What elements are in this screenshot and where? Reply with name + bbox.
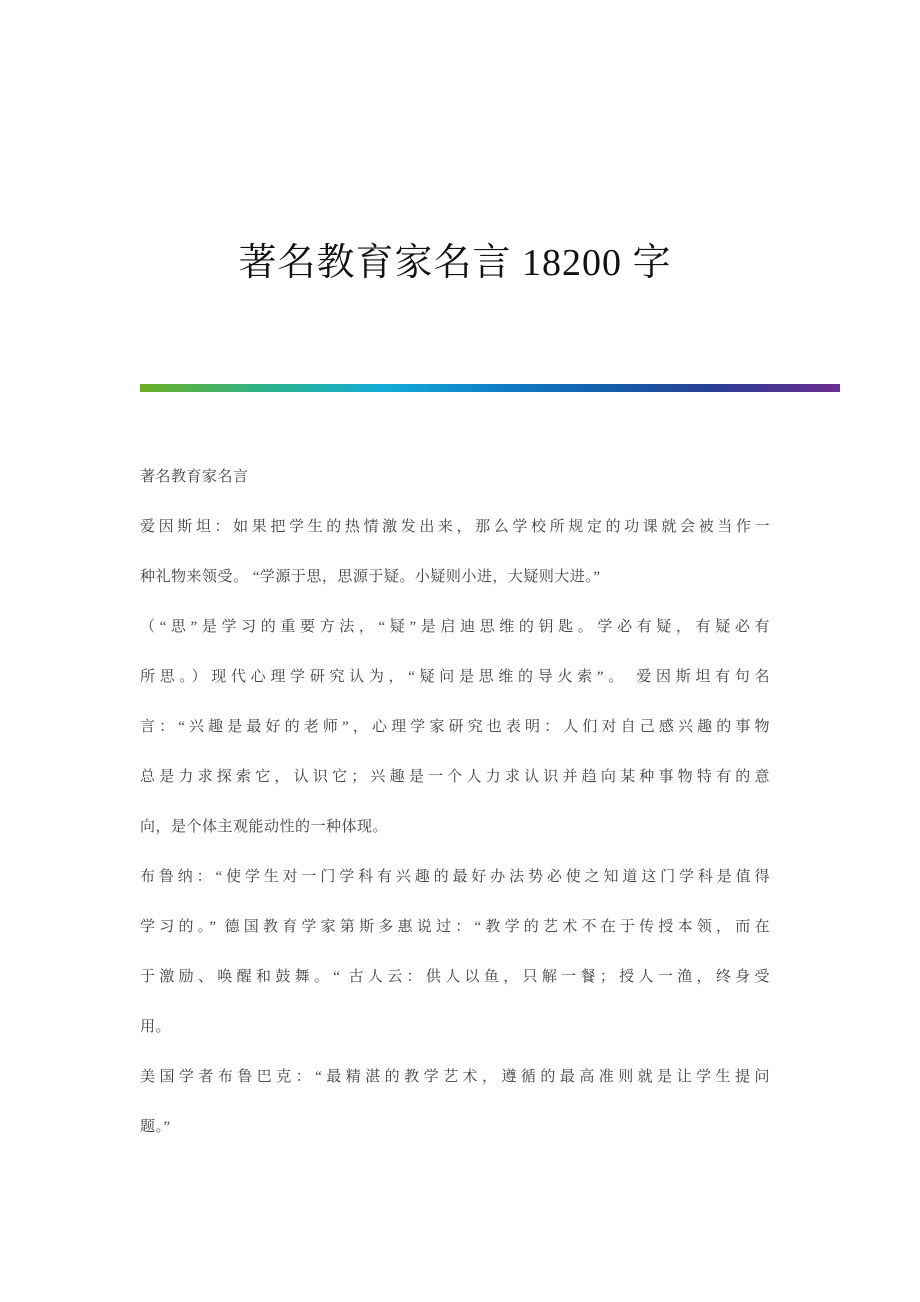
text-line: 题。” bbox=[140, 1119, 171, 1135]
text-line: 布鲁纳：“使学生对一门学科有兴趣的最好办法势必使之知道这门学科是值得 bbox=[140, 869, 770, 885]
text-line: 爱因斯坦：如果把学生的热情激发出来，那么学校所规定的功课就会被当作一 bbox=[140, 519, 770, 535]
text-line: 所思。）现代心理学研究认为，“疑问是思维的导火索”。 爱因斯坦有句名 bbox=[140, 669, 770, 685]
text-line: 学习的。” 德国教育学家第斯多惠说过：“教学的艺术不在于传授本领，而在 bbox=[140, 919, 770, 935]
text-line: 美国学者布鲁巴克：“最精湛的教学艺术，遵循的最高准则就是让学生提问 bbox=[140, 1069, 770, 1085]
text-line: 用。 bbox=[140, 1019, 172, 1035]
text-line: 种礼物来领受。 “学源于思，思源于疑。小疑则小进，大疑则大进。” bbox=[140, 569, 601, 585]
text-line: （“思”是学习的重要方法，“疑”是启迪思维的钥匙。学必有疑，有疑必有 bbox=[140, 619, 770, 635]
text-line: 向，是个体主观能动性的一种体现。 bbox=[140, 819, 389, 835]
text-line: 于激励、唤醒和鼓舞。“ 古人云：供人以鱼，只解一餐；授人一渔，终身受 bbox=[140, 969, 770, 985]
text-line: 言：“兴趣是最好的老师”，心理学家研究也表明：人们对自己感兴趣的事物 bbox=[140, 719, 770, 735]
document-title: 著名教育家名言 18200 字 bbox=[238, 242, 672, 285]
accent-divider-bar bbox=[140, 384, 840, 392]
text-line: 著名教育家名言 bbox=[140, 469, 249, 485]
document-body bbox=[140, 452, 770, 1152]
text-line: 总是力求探索它，认识它；兴趣是一个人力求认识并趋向某种事物特有的意 bbox=[140, 769, 770, 785]
